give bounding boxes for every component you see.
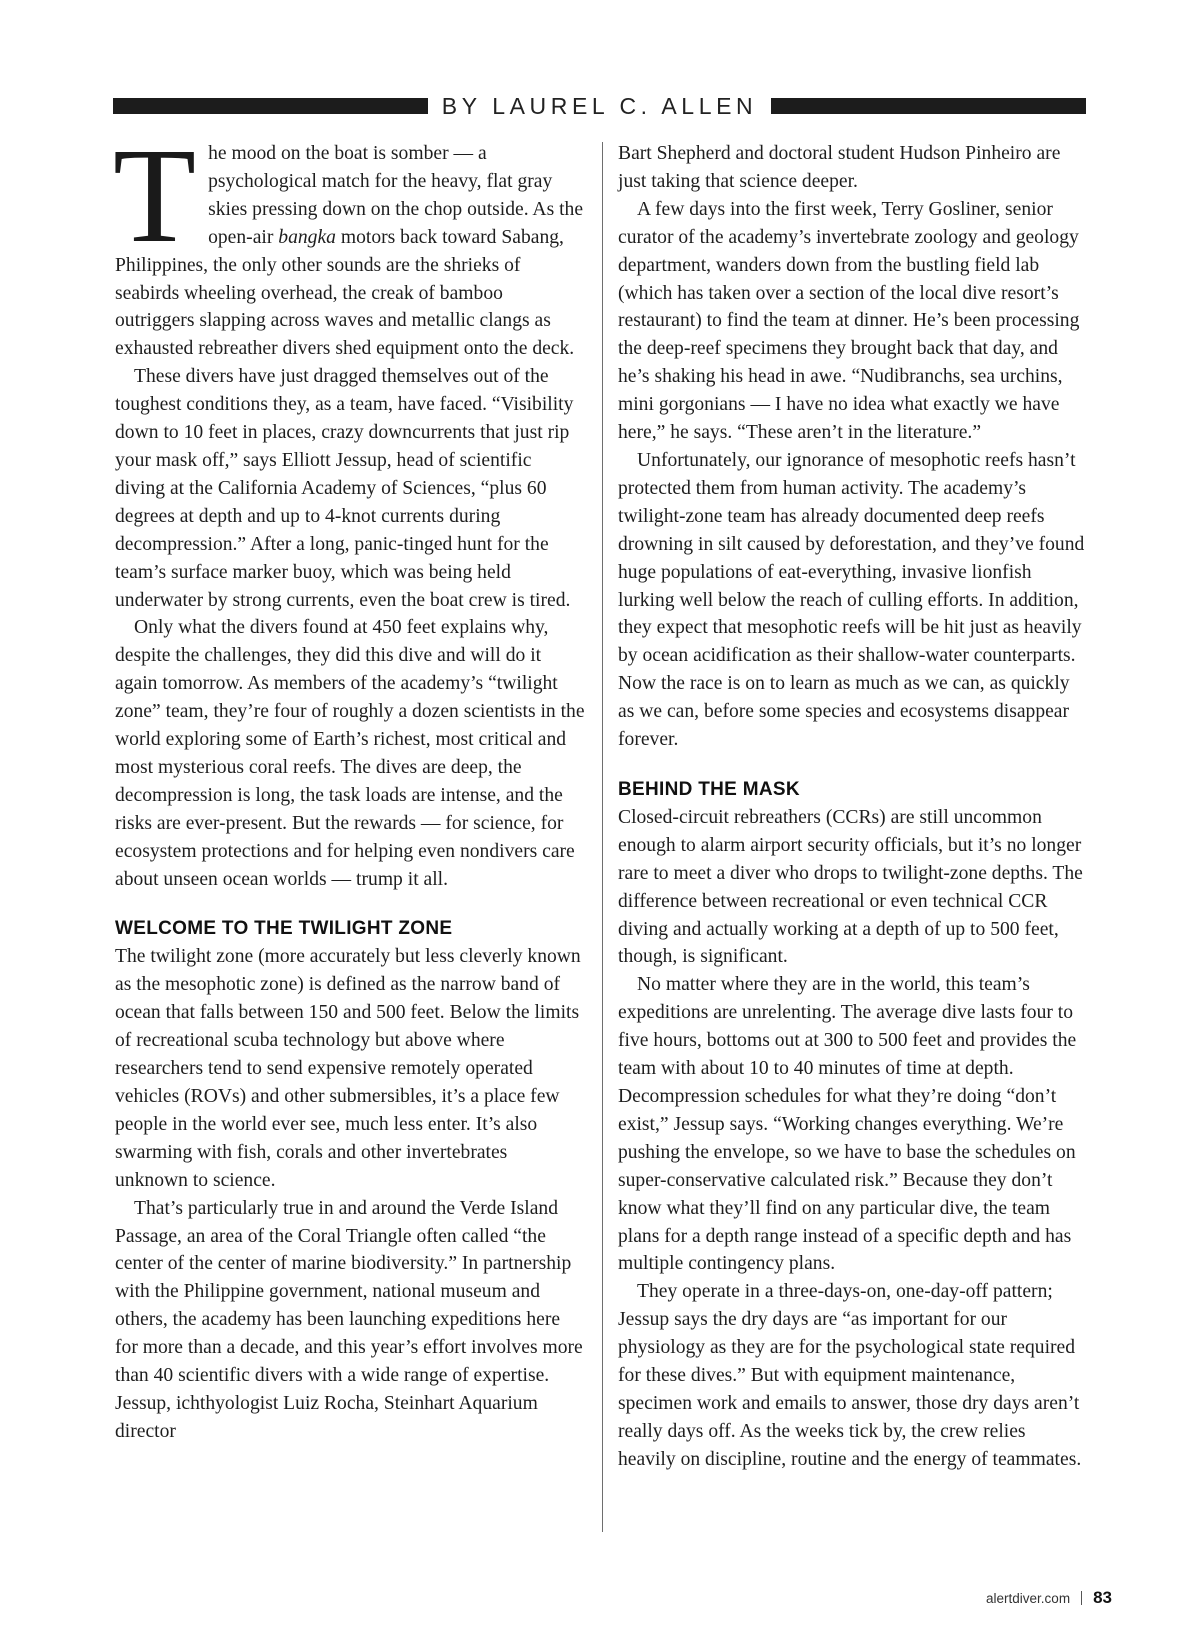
footer-separator xyxy=(1081,1591,1082,1605)
byline xyxy=(113,93,1086,119)
drop-cap: T xyxy=(113,121,197,271)
byline-bar-left xyxy=(113,98,428,114)
paragraph-1: The mood on the boat is somber — a psychological match for the heavy, flat gray skies pressing down on the chop outside. As the open-air bangka motors back toward Sabang, Philippines, the only other sounds are the shrieks of seabirds wheeling overhead, the creak of bamboo outriggers slapping across waves and metallic clangs as exhausted rebreather divers shed equipment onto the deck. xyxy=(113,121,584,360)
page-number: 83 xyxy=(1093,1588,1112,1607)
section-heading-behind-the-mask: BEHIND THE MASK xyxy=(618,778,800,800)
paragraph-5: That’s particularly true in and around the Verde Island Passage, an area of the Coral Triangle often called “the center of the center of marine biodiversity.” In partnership with the Philippine government, national museum and others, the academy has been launching expeditions here for more than a decade, and this year’s effort involves more than 40 scientific divers with a wide range of expertise. Jessup, ichthyologist Luiz Rocha, Steinhart Aquarium director xyxy=(115,1197,583,1442)
paragraph-9: Closed-circuit rebreathers (CCRs) are still uncommon enough to alarm airport security officials, but it’s no longer rare to meet a diver who drops to twilight-zone depths. The difference between recreational or even technical CCR diving and actually working at a depth of up to 500 feet, though, is significant. xyxy=(618,806,1083,968)
paragraph-11: They operate in a three-days-on, one-day-off pattern; Jessup says the dry days are “as important for our physiology as they are for the psychological state required for these dives.” But with equipment maintenance, specimen work and emails to answer, those dry days aren’t really days off. As the weeks tick by, the crew relies heavily on discipline, routine and the energy of teammates. xyxy=(618,1281,1082,1470)
paragraph-6: Bart Shepherd and doctoral student Hudson Pinheiro are just taking that science deeper. xyxy=(618,143,1061,192)
left-column xyxy=(113,121,585,1446)
paragraph-2: These divers have just dragged themselves out of the toughest conditions they, as a team, have faced. “Visibility down to 10 feet in places, crazy downcurrents that just rip your mask off,” says Elliott Jessup, head of scientific diving at the California Academy of Sciences, “plus 60 degrees at depth and up to 4-knot currents during decompression.” After a long, panic-tinged hunt for the team’s surface marker buoy, which was being held underwater by strong currents, even the boat crew is tired. xyxy=(115,366,574,611)
paragraph-4: The twilight zone (more accurately but less cleverly known as the mesophotic zone) is defined as the narrow band of ocean that falls between 150 and 500 feet. Below the limits of recreational scuba technology but above where researchers tend to send expensive remotely operated vehicles (ROVs) and other submersibles, it’s a place few people in the world ever see, much less enter. It’s also swarming with fish, corals and other invertebrates unknown to science. xyxy=(115,946,581,1191)
paragraph-7: A few days into the first week, Terry Gosliner, senior curator of the academy’s invertebrate zoology and geology department, wanders down from the bustling field lab (which has taken over a section of the local dive resort’s restaurant) to find the team at dinner. He’s been processing the deep-reef specimens they brought back that day, and he’s shaking his head in awe. “Nudibranchs, sea urchins, mini gorgonians — I have no idea what exactly we have here,” he says. “These aren’t in the literature.” xyxy=(618,198,1080,444)
right-column xyxy=(618,140,1088,1474)
column-divider xyxy=(602,142,603,1532)
paragraph-8: Unfortunately, our ignorance of mesophotic reefs hasn’t protected them from human activity. The academy’s twilight-zone team has already documented deep reefs drowning in silt caused by deforestation, and they’ve found huge populations of eat-everything, invasive lionfish lurking well below the reach of culling efforts. In addition, they expect that mesophotic reefs will be hit just as heavily by ocean acidification as their shallow-water counterparts. Now the race is on to learn as much as we can, as quickly as we can, before some species and ecosystems disappear forever. xyxy=(618,449,1085,751)
byline-text: BY LAUREL C. ALLEN xyxy=(441,92,758,119)
section-heading-twilight-zone: WELCOME TO THE TWILIGHT ZONE xyxy=(115,918,453,940)
paragraph-10: No matter where they are in the world, this team’s expeditions are unrelenting. The average dive lasts four to five hours, bottoms out at 300 to 500 feet and provides the team with about 10 to 40 minutes of time at depth. Decompression schedules for what they’re doing “don’t exist,” Jessup says. “Working changes everything. We’re pushing the envelope, so we have to base the schedules on super-conservative calculated risk.” Because they don’t know what they’ll find on any particular dive, the team plans for a depth range instead of a specific depth and has multiple contingency plans. xyxy=(618,974,1077,1275)
byline-bar-right xyxy=(771,98,1086,114)
footer-site: alertdiver.com xyxy=(986,1590,1071,1606)
paragraph-3: Only what the divers found at 450 feet explains why, despite the challenges, they did this dive and will do it again tomorrow. As members of the academy’s “twilight zone” team, they’re four of roughly a dozen scientists in the world exploring some of Earth’s richest, most critical and most mysterious coral reefs. The dives are deep, the decompression is long, the task loads are intense, and the risks are ever-present. But the rewards — for science, for ecosystem protections and for helping even nondivers care about unseen ocean worlds — trump it all. xyxy=(115,617,585,890)
italic-word: bangka xyxy=(278,226,336,248)
page-footer xyxy=(986,1588,1112,1608)
